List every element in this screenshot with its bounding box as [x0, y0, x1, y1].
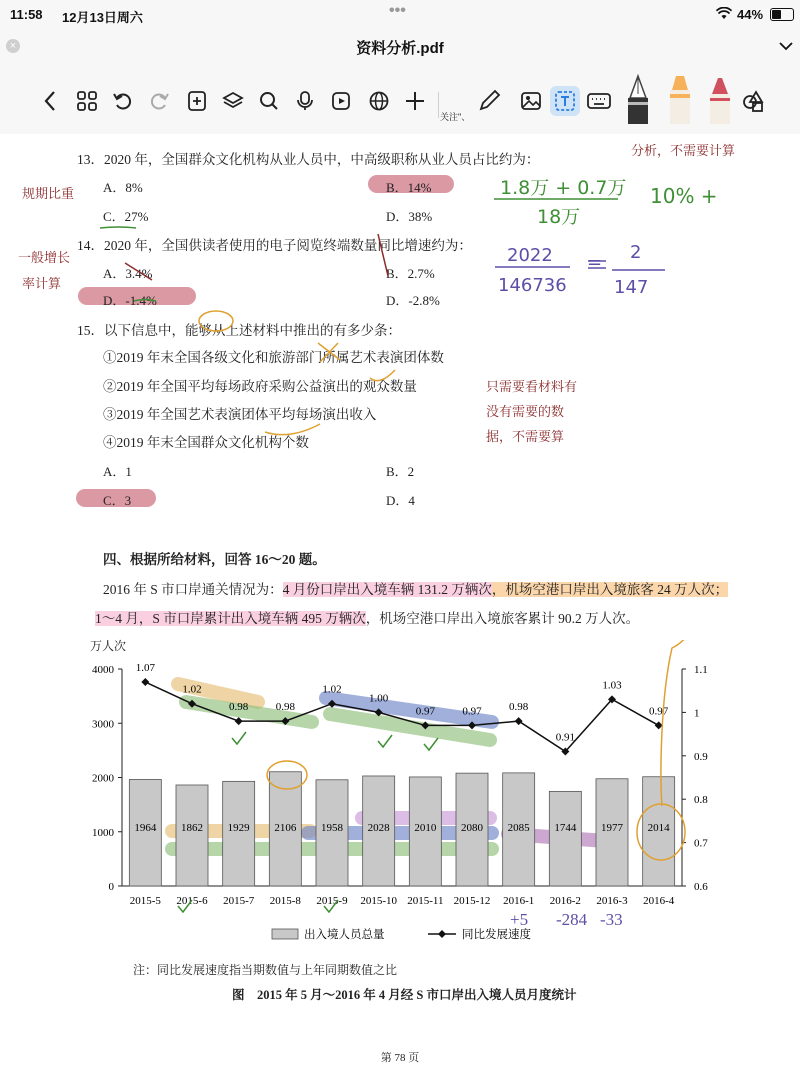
bar-line-chart — [0, 640, 800, 970]
line-value-label: 0.97 — [415, 705, 435, 718]
annotation-fraction: 147 — [614, 277, 649, 298]
annotation-percent: 10% + — [650, 184, 718, 208]
globe-icon[interactable] — [366, 88, 392, 114]
x-axis-tick-label: 2016-4 — [643, 895, 675, 907]
q15-option-a: A．1 — [103, 464, 132, 479]
paragraph-text: 2016 年 S 市口岸通关情况为： — [103, 582, 283, 597]
bar-value-label: 2080 — [461, 821, 483, 834]
highlighter-orange-icon[interactable] — [664, 72, 696, 124]
highlighted-text: 1～4 月，S 市口岸累计出入境车辆 495 万辆次 — [95, 611, 366, 626]
q15-option-d: D．4 — [386, 493, 415, 508]
x-axis-tick-label: 2015-11 — [407, 895, 444, 907]
annotation-equals: = — [587, 252, 603, 273]
bar-value-label: 2085 — [507, 821, 530, 834]
bar-value-label: 1964 — [134, 821, 157, 834]
pen-icon[interactable] — [476, 88, 502, 114]
q15-option-c: C．3 — [103, 493, 132, 508]
x-axis-tick-label: 2015-6 — [176, 895, 208, 907]
image-icon[interactable] — [518, 88, 544, 114]
legend-label: 出入境人员总量 — [304, 929, 385, 941]
check-mark — [424, 738, 438, 750]
line-value-label: 0.98 — [275, 701, 295, 714]
y-axis-unit-label: 万人次 — [90, 639, 127, 653]
bar-value-label: 1862 — [181, 821, 203, 834]
highlighted-text: ，机场空港口岸出入境旅客 24 万人次； — [491, 582, 729, 597]
wifi-icon — [716, 7, 732, 20]
x-axis-tick-label: 2015-12 — [453, 895, 491, 907]
question-13-text: 13．2020 年，全国群众文化机构从业人员中，中高级职称从业人员占比约为： — [77, 152, 540, 167]
bar — [549, 791, 581, 886]
legend-label: 同比发展速度 — [462, 929, 531, 941]
x-axis-tick-label: 2016-2 — [549, 895, 581, 907]
line-point — [141, 678, 149, 686]
left-axis-tick-label: 0 — [108, 881, 114, 893]
line-value-label: 1.02 — [322, 683, 342, 696]
bar-value-label: 2014 — [647, 821, 670, 834]
q14-option-a: A．3.4% — [103, 266, 153, 281]
battery-percent: 44% — [737, 7, 764, 22]
line-value-label: 0.91 — [555, 731, 575, 744]
line-value-label: 0.97 — [462, 705, 482, 718]
chart-caption: 图 2015 年 5 月～2016 年 4 月经 S 市口岸出入境人员月度统计 — [232, 988, 577, 1002]
keyboard-icon[interactable] — [586, 88, 612, 114]
x-axis-tick-label: 2016-1 — [503, 895, 535, 907]
check-mark — [378, 735, 392, 747]
legend-line-marker — [438, 930, 446, 938]
bar-value-label: 1744 — [554, 821, 577, 834]
annotation-diff: +5 — [510, 910, 529, 929]
line-value-label: 0.97 — [649, 705, 669, 718]
text-box-tool-icon[interactable] — [550, 86, 580, 116]
annotation-fraction: 18万 — [537, 206, 581, 228]
status-time: 11:58 — [10, 7, 43, 22]
annotation-fraction: 2 — [630, 242, 642, 263]
question-14-text: 14．2020 年，全国供读者使用的电子阅览终端数量同比增速约为： — [77, 238, 472, 253]
q13-option-c: C．27% — [103, 209, 149, 224]
toolbar-divider — [438, 92, 439, 118]
microphone-icon[interactable] — [292, 88, 318, 114]
media-icon[interactable] — [328, 88, 354, 114]
left-axis-tick-label: 1000 — [92, 826, 114, 839]
x-axis-tick-label: 2015-7 — [223, 895, 255, 907]
annotation-diff: -284 — [556, 910, 588, 929]
thumbnails-grid-icon[interactable] — [74, 88, 100, 114]
annotation-note: 规期比重 — [22, 187, 75, 202]
x-axis-tick-label: 2015-9 — [316, 895, 348, 907]
q14-option-b: B．2.7% — [386, 266, 435, 281]
add-icon[interactable] — [402, 88, 428, 114]
q15-option-b: B．2 — [386, 464, 415, 479]
left-axis-tick-label: 3000 — [92, 718, 114, 731]
bar — [176, 785, 208, 886]
right-axis-tick-label: 0.7 — [694, 837, 708, 850]
line-point — [515, 717, 523, 725]
paragraph-2 — [95, 607, 639, 627]
right-axis-tick-label: 0.6 — [694, 881, 708, 893]
q13-option-a: A．8% — [103, 180, 143, 195]
paragraph-1 — [103, 578, 728, 598]
line-value-label: 1.02 — [182, 683, 202, 696]
line-value-label: 1.00 — [369, 692, 389, 705]
marker-red-icon[interactable] — [704, 72, 736, 124]
q15-item-3: ③2019 年全国艺术表演团体平均每场演出收入 — [103, 407, 377, 422]
q14-option-c: D．-1.4% — [103, 293, 157, 308]
close-icon[interactable]: × — [6, 39, 20, 53]
title-bar — [0, 28, 800, 66]
paragraph-text: ，机场空港口岸出入境旅客累计 90.2 万人次。 — [365, 611, 640, 626]
status-date: 12月13日周六 — [62, 10, 143, 25]
multitask-dots-icon[interactable]: ••• — [389, 2, 406, 19]
q15-item-4: ④2019 年末全国群众文化机构个数 — [103, 435, 309, 450]
redo-icon[interactable] — [146, 88, 172, 114]
back-icon[interactable] — [38, 88, 64, 114]
line-value-label: 1.03 — [602, 679, 622, 692]
add-page-icon[interactable] — [184, 88, 210, 114]
annotation-note: 分析，不需要计算 — [631, 144, 736, 159]
q15-item-1: ①2019 年末全国各级文化和旅游部门所属艺术表演团体数 — [103, 350, 444, 365]
annotation-diff: -33 — [600, 910, 623, 929]
legend-bar-swatch — [272, 929, 298, 939]
layers-icon[interactable] — [220, 88, 246, 114]
annotation-fraction: 1.8万 + 0.7万 — [500, 177, 627, 199]
bar-value-label: 1929 — [227, 821, 250, 834]
line-value-label: 0.98 — [229, 701, 249, 714]
annotation-note: 据，不需要算 — [486, 430, 565, 445]
chevron-down-icon[interactable] — [779, 42, 793, 51]
line-point — [235, 717, 243, 725]
left-axis-tick-label: 4000 — [92, 664, 114, 676]
bar-value-label: 2028 — [367, 821, 390, 834]
annotation-note: 只需要看材料有 — [486, 380, 578, 395]
x-axis-tick-label: 2015-8 — [269, 895, 301, 907]
left-axis-tick-label: 2000 — [92, 772, 114, 785]
page-number: 第 78 页 — [380, 1052, 420, 1064]
annotation-note: 没有需要的数 — [486, 405, 565, 420]
q15-item-2: ②2019 年全国平均每场政府采购公益演出的观众数量 — [103, 379, 417, 394]
x-axis-tick-label: 2015-5 — [129, 895, 161, 907]
question-15-text: 15．以下信息中，能够从上述材料中推出的有多少条： — [77, 323, 401, 338]
shapes-icon[interactable] — [740, 88, 766, 114]
annotation-fraction: 2022 — [507, 245, 553, 266]
bar-value-label: 2010 — [414, 821, 437, 834]
chart-note: 注：同比发展速度指当期数值与上年同期数值之比 — [133, 963, 398, 977]
annotation-fraction: 146736 — [498, 275, 567, 296]
bar-value-label: 1958 — [321, 821, 343, 834]
bar-value-label: 1977 — [601, 821, 623, 834]
bar-value-label: 2106 — [274, 821, 297, 834]
right-axis-tick-label: 1.1 — [694, 664, 708, 676]
search-icon[interactable] — [256, 88, 282, 114]
x-axis-tick-label: 2015-10 — [360, 895, 398, 907]
fountain-pen-icon[interactable] — [622, 72, 654, 124]
q13-option-d: D．38% — [386, 209, 433, 224]
right-axis-tick-label: 0.9 — [694, 750, 708, 763]
highlighted-text: 4 月份口岸出入境车辆 131.2 万辆次 — [282, 582, 492, 597]
document-title: 资料分析.pdf — [356, 40, 444, 57]
line-value-label: 0.98 — [509, 701, 529, 714]
battery-icon — [770, 8, 794, 21]
status-bar — [0, 0, 800, 28]
q13-option-b: B．14% — [386, 180, 432, 195]
line-value-label: 1.07 — [135, 662, 155, 675]
clipped-page-text: 关注"、 — [440, 112, 471, 122]
q14-option-d: D．-2.8% — [386, 293, 440, 308]
section-heading: 四、根据所给材料，回答 16～20 题。 — [103, 552, 326, 567]
annotation-note: 率计算 — [22, 277, 62, 292]
x-axis-tick-label: 2016-3 — [596, 895, 628, 907]
undo-icon[interactable] — [110, 88, 136, 114]
annotation-note: 一般增长 — [18, 251, 71, 266]
right-axis-tick-label: 1 — [694, 707, 700, 720]
check-mark — [232, 732, 246, 744]
right-axis-tick-label: 0.8 — [694, 794, 708, 807]
